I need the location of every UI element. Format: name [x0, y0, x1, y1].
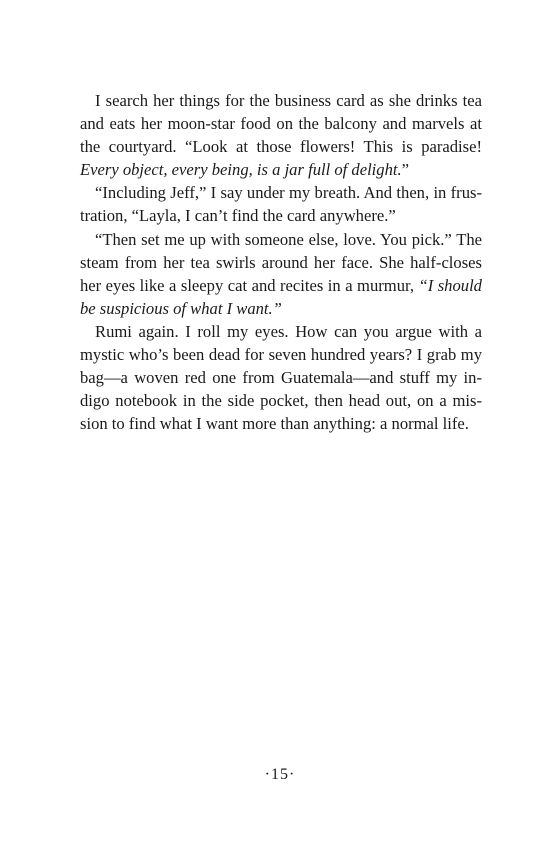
paragraph-2-text: “Including Jeff,” I say under my breath. And then, in frustration, “Layla, I can’t find the card anywhere.” [80, 183, 482, 226]
paragraph-3 [80, 228, 482, 320]
page-number: ·15· [264, 766, 296, 783]
paragraph-4 [80, 320, 482, 435]
body-text [80, 89, 482, 435]
paragraph-1-quote: Every object, every being, is a jar full of delight. [80, 160, 402, 180]
paragraph-1-close-quote: ” [401, 160, 410, 180]
paragraph-1-text: I search her things for the business card as she drinks tea and eats her moon-star food on the balcony and marvels at the courtyard. “Look at those flowers! This is paradise! [80, 91, 482, 157]
paragraph-3-quote: “I should be suspicious of what I want.” [80, 275, 482, 318]
paragraph-3-text: “Then set me up with someone else, love. You pick.” The steam from her tea swirls around her face. She half-closes her eyes like a sleepy cat and recites in a murmur, [80, 229, 482, 295]
paragraph-4-text: Rumi again. I roll my eyes. How can you argue with a mystic who’s been dead for seven hundred years? I grab my bag—a woven red one from Guatemala—and stuff my indigo notebook in the side pocket, then head out, on a mission to find what I want more than anything: a normal life. [80, 321, 482, 434]
paragraph-1 [80, 89, 482, 181]
paragraph-2 [80, 181, 482, 227]
